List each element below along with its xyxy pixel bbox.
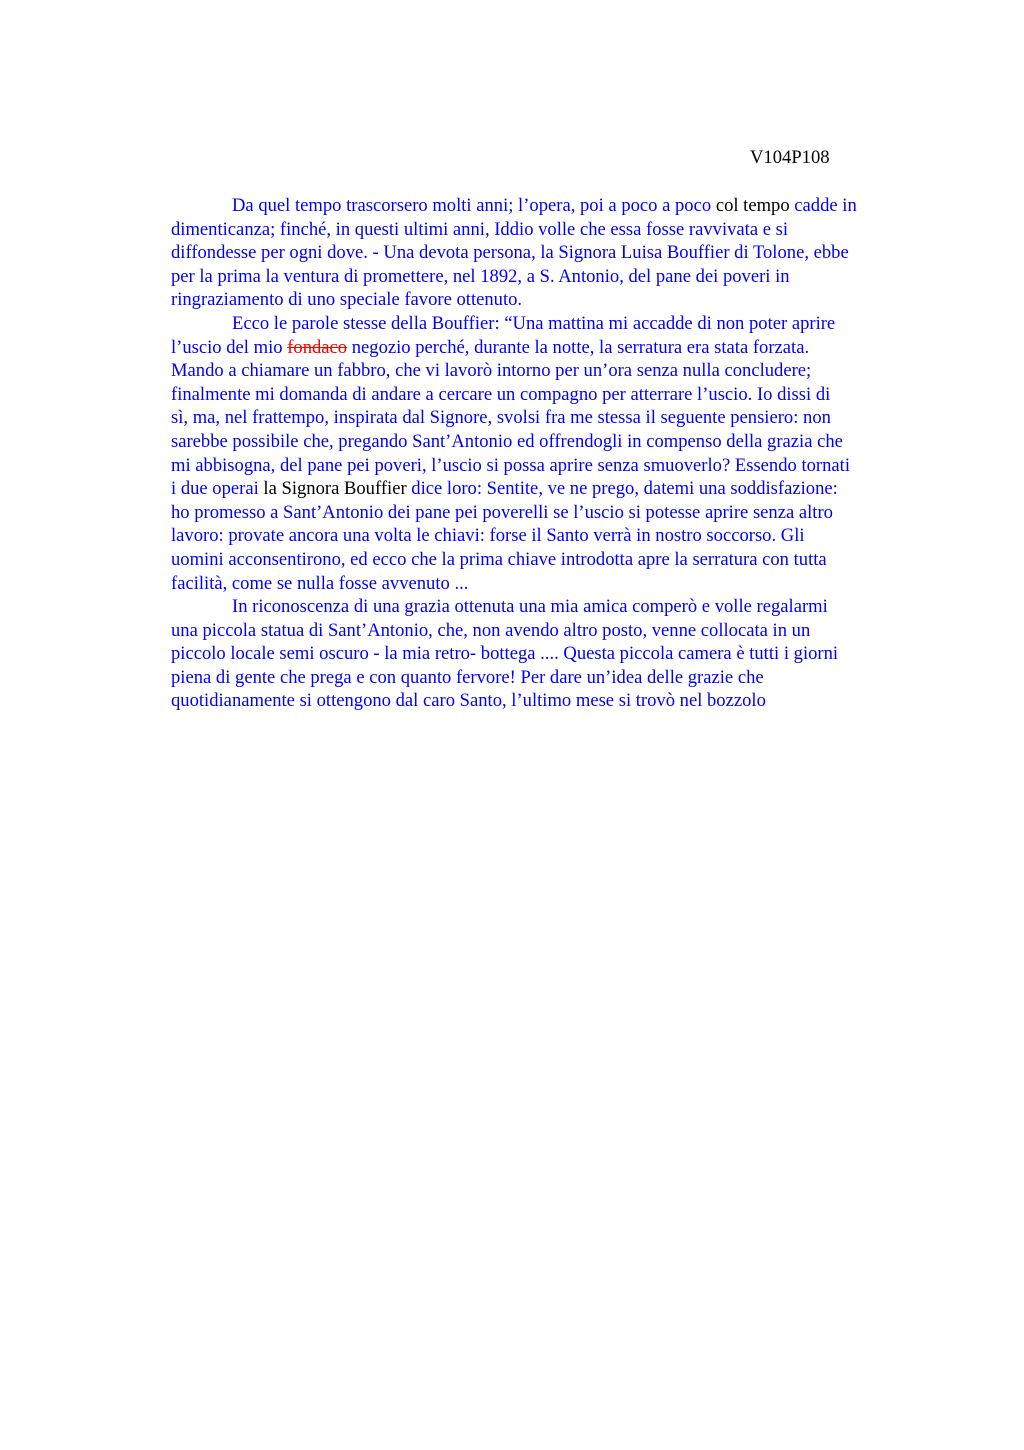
text-line: per la prima la ventura di promettere, nel 1892, a S. Antonio, del pane dei poveri in: [171, 265, 790, 287]
text-line: In riconoscenza di una grazia ottenuta una mia amica comperò e volle regalarmi: [232, 596, 828, 618]
text-line: uomini acconsentirono, ed ecco che la prima chiave introdotta apre la serratura con tutta: [171, 548, 827, 570]
document-body: [171, 194, 931, 713]
text-line: sarebbe possibile che, pregando Sant’Antonio ed offrendogli in compenso della grazia che: [171, 430, 843, 452]
text-line: sì, ma, nel frattempo, inspirata dal Signore, svolsi fra me stessa il seguente pensiero: non: [171, 407, 831, 429]
deleted-text: fondaco: [287, 336, 348, 358]
paragraph-1: [171, 194, 931, 312]
text-line: piccolo locale semi oscuro - la mia retro- bottega .... Questa piccola camera è tutti i giorni: [171, 643, 839, 665]
text-run: Da quel tempo trascorsero molti anni; l’opera, poi a poco a poco: [232, 195, 716, 216]
paragraph-3: [171, 595, 931, 713]
text-line: diffondesse per ogni dove. - Una devota persona, la Signora Luisa Bouffier di Tolone, ebbe: [171, 242, 849, 264]
text-line: una piccola statua di Sant’Antonio, che, non avendo altro posto, venne collocata in un: [171, 619, 811, 641]
text-run: cadde in: [789, 195, 857, 216]
text-line: mi abbisogna, del pane pei poveri, l’uscio si possa aprire senza smuoverlo? Essendo tornati: [171, 454, 851, 476]
text-line: [171, 336, 931, 360]
text-line: [171, 194, 931, 218]
text-line: lavoro: provate ancora una volta le chiavi: forse il Santo verrà in nostro soccorso. Gli: [171, 525, 805, 547]
text-run: l’uscio del mio: [171, 336, 288, 358]
text-run: dice loro: Sentite, ve ne prego, datemi una soddisfazione:: [406, 478, 838, 500]
inserted-text: col tempo: [715, 195, 790, 216]
inserted-text: la Signora Bouffier: [263, 478, 407, 500]
text-run: negozio perché, durante la notte, la serratura era stata forzata.: [347, 336, 810, 358]
paragraph-2: [171, 312, 931, 595]
text-line: Mando a chiamare un fabbro, che vi lavorò intorno per un’ora senza nulla concludere;: [171, 360, 812, 382]
text-line: ringraziamento di uno speciale favore ottenuto.: [171, 289, 523, 311]
text-line: [171, 477, 931, 501]
text-line: quotidianamente si ottengono dal caro Santo, l’ultimo mese si trovò nel bozzolo: [171, 690, 766, 712]
text-run: i due operai: [171, 478, 264, 500]
text-line: finalmente mi domanda di andare a cercare un compagno per atterrare l’uscio. Io dissi di: [171, 383, 831, 405]
page-identifier: V104P108: [750, 147, 830, 168]
text-line: ho promesso a Sant’Antonio dei pane pei poverelli se l’uscio si potesse aprire senza altro: [171, 501, 833, 523]
text-line: dimenticanza; finché, in questi ultimi anni, Iddio volle che essa fosse ravvivata e si: [171, 218, 789, 240]
text-line: facilità, come se nulla fosse avvenuto ...: [171, 572, 469, 594]
text-line: Ecco le parole stesse della Bouffier: “Una mattina mi accadde di non poter aprire: [232, 312, 836, 334]
text-line: piena di gente che prega e con quanto fervore! Per dare un’idea delle grazie che: [171, 666, 764, 688]
